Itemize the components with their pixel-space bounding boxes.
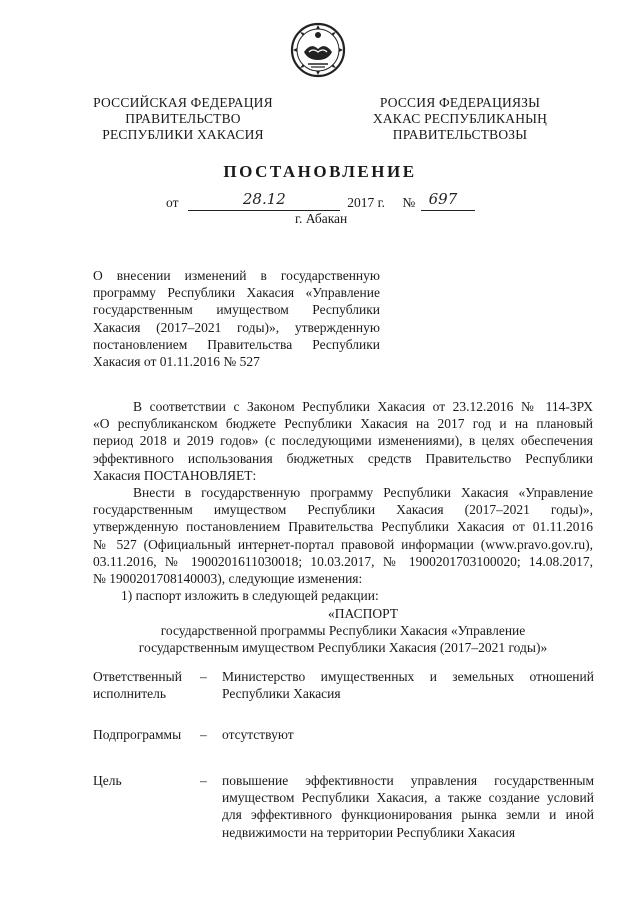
date-year: 2017 г. <box>347 195 385 210</box>
number-label: № <box>402 195 416 210</box>
paragraph-2 <box>93 484 593 587</box>
row-value-line: повышение эффективности управления государственным <box>222 773 594 788</box>
about-line: программу Республики Хакасия «Управление <box>93 285 380 301</box>
about-line: О внесении изменений в государственную <box>93 268 380 283</box>
row-value-line: Министерство имущественных и земельных отношений <box>222 669 594 684</box>
coat-of-arms-emblem <box>290 22 346 78</box>
handwritten-date: 28.12 <box>242 190 286 208</box>
about-line: государственным имуществом Республики <box>93 302 380 318</box>
header-left <box>68 95 298 143</box>
paragraph-line: эффективного использования бюджетных средств Правительство Республики <box>93 450 593 466</box>
document-title: ПОСТАНОВЛЕНИЕ <box>223 162 417 181</box>
header-left-line: РЕСПУБЛИКИ ХАКАСИЯ <box>102 127 264 142</box>
header-left-line: РОССИЙСКАЯ ФЕДЕРАЦИЯ <box>93 95 273 110</box>
row-label-line: Цель <box>93 773 122 788</box>
city: г. Абакан <box>295 211 348 226</box>
about-line: Хакасия от 01.11.2016 № 527 <box>93 354 260 370</box>
row-value-subprograms <box>222 726 594 743</box>
paragraph-line: утвержденную постановлением Правительства Республики Хакасия от 01.11.2016 <box>93 519 593 535</box>
row-value-line: Республики Хакасия <box>222 686 341 702</box>
row-label-subprograms <box>93 726 181 743</box>
row-label-responsible <box>93 668 182 702</box>
row-label-line: Подпрограммы <box>93 727 182 742</box>
paragraph-line: Хакасия ПОСТАНОВЛЯЕТ: <box>93 467 257 483</box>
passport-heading: «ПАСПОРТ <box>328 606 398 621</box>
row-dash: – <box>200 773 207 788</box>
row-value-responsible <box>222 668 594 702</box>
row-dash: – <box>200 727 207 742</box>
row-label-line: исполнитель <box>93 686 166 702</box>
row-value-line: отсутствуют <box>222 727 294 742</box>
about-line: Хакасия (2017–2021 годы)», утвержденную <box>93 319 380 335</box>
handwritten-number: 697 <box>428 190 458 208</box>
paragraph-1 <box>93 398 593 484</box>
paragraph-line: государственным имуществом Республики Хакасия (2017–2021 годы)», <box>93 502 593 518</box>
header-right-line: ХАКАС РЕСПУБЛИКАНЫҢ <box>372 111 548 126</box>
row-value-line: недвижимости на территории Республики Хакасия <box>222 824 516 840</box>
item-1 <box>93 587 593 604</box>
paragraph-line: период 2018 и 2019 годов» (с последующими изменениями), в целях обеспечения <box>93 433 593 449</box>
number-underline <box>421 190 475 211</box>
about-block <box>93 267 380 370</box>
paragraph-line: В соответствии с Законом Республики Хакасия от 23.12.2016 № 114-ЗРХ <box>133 399 593 414</box>
date-underline <box>188 190 340 211</box>
paragraph-line: 03.11.2016, № 1900201611030018; 10.03.2017, № 1900201703100020; 14.08.2017, <box>93 553 593 569</box>
row-label-goal <box>93 772 122 789</box>
date-line <box>166 190 475 211</box>
header-left-line: ПРАВИТЕЛЬСТВО <box>125 111 241 126</box>
header-right-line: ПРАВИТЕЛЬСТВОЗЫ <box>392 127 528 142</box>
passport-subtitle-line: государственной программы Республики Хакасия «Управление <box>160 623 526 638</box>
passport-subtitle-line: государственным имуществом Республики Хакасия (2017–2021 годы)» <box>138 640 548 655</box>
row-label-line: Ответственный <box>93 669 182 684</box>
row-value-line: имуществом Республики Хакасия, а также создание условий <box>222 790 594 806</box>
header-right <box>345 95 575 143</box>
date-prefix: от <box>166 195 179 210</box>
row-dash: – <box>200 669 207 684</box>
about-line: постановлением Правительства Республики <box>93 336 380 352</box>
paragraph-line: № 1900201708140003), следующие изменения: <box>93 571 363 587</box>
header-right-line: РОССИЯ ФЕДЕРАЦИЯЗЫ <box>379 95 541 110</box>
paragraph-line: Внести в государственную программу Республики Хакасия «Управление <box>133 485 593 500</box>
row-value-line: для эффективного функционирования рынка земли и иной <box>222 807 594 823</box>
paragraph-line: № 527 (Официальный интернет-портал правовой информации (www.pravo.gov.ru), <box>93 536 593 552</box>
row-value-goal <box>222 772 594 841</box>
item-line: 1) паспорт изложить в следующей редакции: <box>121 588 379 603</box>
paragraph-line: «О республиканском бюджете Республики Хакасия на 2017 год и на плановый <box>93 416 593 432</box>
